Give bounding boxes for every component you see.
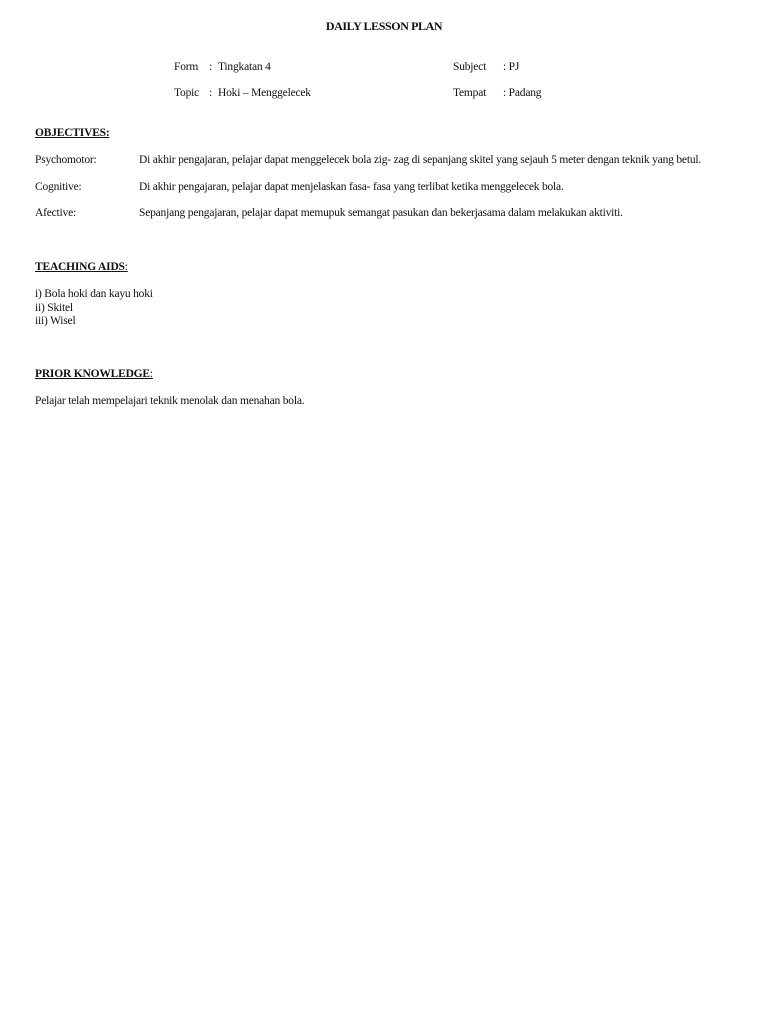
objective-text: Di akhir pengajaran, pelajar dapat menjelaskan fasa- fasa yang terlibat ketika menggelecek bola. [139,181,564,193]
prior-knowledge-colon: : [149,368,153,380]
meta-topic [174,87,394,103]
list-item: ii) Skitel [35,301,73,314]
teaching-aids-heading [35,261,128,273]
meta-topic-value: Hoki – Menggelecek [218,87,311,99]
meta-subject-label: Subject [453,61,487,73]
objective-label: Psychomotor: [35,154,97,166]
objective-label: Cognitive: [35,181,82,193]
meta-subject [453,61,603,77]
meta-form-value: Tingkatan 4 [218,61,271,73]
objectives-heading: OBJECTIVES: [35,127,110,139]
meta-tempat-label: Tempat [453,87,487,99]
objective-label: Afective: [35,207,76,219]
page-title: DAILY LESSON PLAN [325,19,443,33]
meta-tempat [453,87,603,103]
teaching-aids-colon: : [124,261,128,273]
objective-text: Di akhir pengajaran, pelajar dapat menggelecek bola zig- zag di sepanjang skitel yang sejauh 5 meter dengan teknik yang betul. [139,154,702,166]
meta-form-colon: : [209,61,212,73]
list-item: iii) Wisel [35,315,76,327]
teaching-aids-list [35,288,153,329]
prior-knowledge-text: Pelajar telah mempelajari teknik menolak dan menahan bola. [35,395,305,407]
meta-form [174,61,374,77]
list-item: i) Bola hoki dan kayu hoki [35,288,153,300]
meta-subject-value: : PJ [503,61,520,73]
teaching-aids-heading-text: TEACHING AIDS [35,261,125,273]
meta-topic-colon: : [209,87,212,99]
prior-knowledge-heading-text: PRIOR KNOWLEDGE [35,368,150,380]
meta-form-label: Form [174,61,199,73]
objective-text: Sepanjang pengajaran, pelajar dapat memupuk semangat pasukan dan bekerjasama dalam melakukan aktiviti. [139,207,623,219]
meta-tempat-value: : Padang [503,87,542,99]
meta-topic-label: Topic [174,87,200,99]
prior-knowledge-heading [35,368,153,380]
